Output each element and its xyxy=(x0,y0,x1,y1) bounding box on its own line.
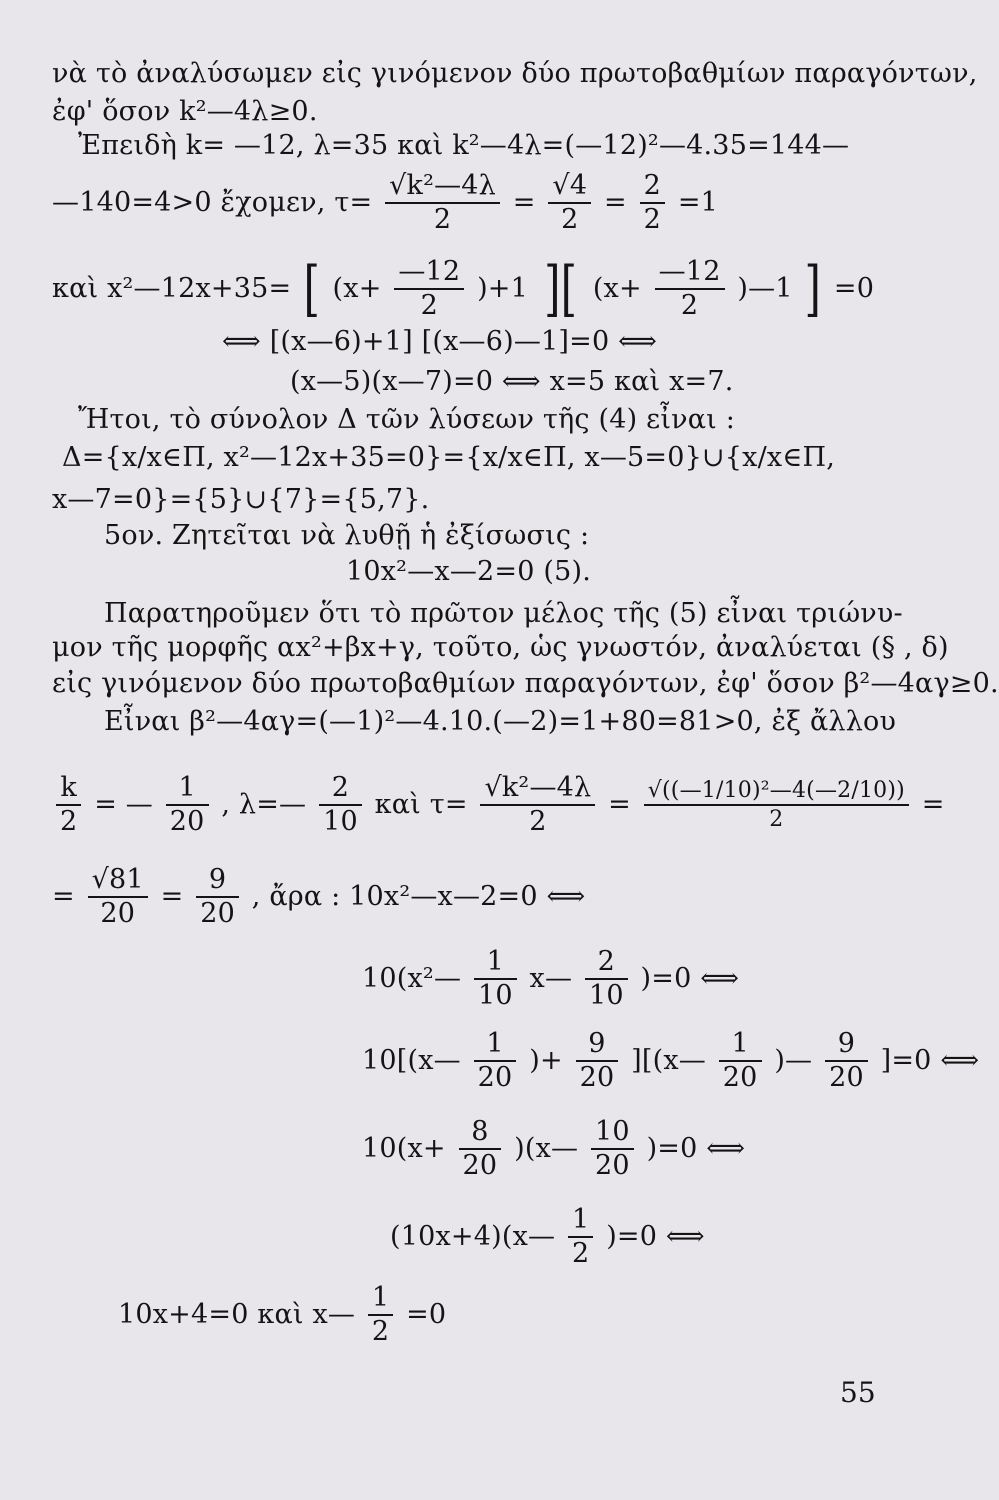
text-line: Δ={x/x∈Π, x²—12x+35=0}={x/x∈Π, x—5=0}∪{x/x∈Π, xyxy=(62,442,836,473)
text-line: Εἶναι β²—4αγ=(—1)²—4.10.(—2)=1+80=81>0, ἐξ ἄλλου xyxy=(104,706,897,737)
text-line: x—7=0}={5}∪{7}={5,7}. xyxy=(52,484,430,515)
text-line: Ἤτοι, τὸ σύνολον Δ τῶν λύσεων τῆς (4) εἶναι : xyxy=(78,404,736,435)
equation-line: καὶ x²—12x+35= [ (x+ $\frac{—12}{2}$ )+1 ][ (x+ $\frac{—12}{2}$ )—1 ] =0 xyxy=(52,254,875,325)
equation-line: = $\frac{√81}{20}$ = $\frac{9}{20}$ , ἄρα : 10x²—x—2=0 ⟺ xyxy=(52,864,586,930)
fraction: $\frac{2}{2}$ xyxy=(640,172,665,235)
page-number: 55 xyxy=(840,1376,876,1409)
text-line: Παρατηροῦμεν ὅτι τὸ πρῶτον μέλος τῆς (5) εἶναι τριώνυ- xyxy=(104,598,903,629)
fraction: $\frac{9}{20}$ xyxy=(825,1030,868,1093)
fraction: $\frac{2}{10}$ xyxy=(585,948,628,1011)
fraction: $\frac{\text{√((—1/10)²—4(—2/10))}}{2}$ xyxy=(644,779,909,831)
fraction: $\frac{1}{20}$ xyxy=(474,1030,517,1093)
equation-line: $\frac{k}{2}$ = — $\frac{1}{20}$ , λ=— $\frac{2}{10}$ καὶ τ= $\frac{\text{√k²—4λ}}{2}$ = $\frac{\text{√((—1/10)²—4(—2/10))}}{2}$ = xyxy=(52,774,945,837)
fraction: $\frac{1}{20}$ xyxy=(166,774,209,837)
fraction: $\frac{9}{20}$ xyxy=(196,866,239,929)
fraction: $\frac{\text{√k²—4λ}}{2}$ xyxy=(480,774,595,837)
text-line: μον τῆς μορφῆς αx²+βx+γ, τοῦτο, ὡς γνωστόν, ἀναλύεται (§ , δ) xyxy=(52,632,949,663)
fraction: $\frac{8}{20}$ xyxy=(459,1118,502,1181)
equation-line: 10(x+ $\frac{8}{20}$ )(x— $\frac{10}{20}$ )=0 ⟺ xyxy=(362,1116,746,1182)
fraction: $\frac{2}{10}$ xyxy=(319,774,362,837)
equation-line: 10x²—x—2=0 (5). xyxy=(346,556,592,587)
equation-line: ⟺ [(x—6)+1] [(x—6)—1]=0 ⟺ xyxy=(222,326,658,357)
fraction: $\frac{\text{√k²—4λ}}{2}$ xyxy=(385,172,500,235)
fraction: $\frac{—12}{2}$ xyxy=(394,258,464,321)
equation-line: 10[(x— $\frac{1}{20}$ )+ $\frac{9}{20}$ ][(x— $\frac{1}{20}$ )— $\frac{9}{20}$ ]=0 ⟺ xyxy=(362,1028,980,1094)
fraction: $\frac{1}{2}$ xyxy=(368,1284,393,1347)
text-line: νὰ τὸ ἀναλύσωμεν εἰς γινόμενον δύο πρωτοβαθμίων παραγόντων, xyxy=(52,58,978,89)
fraction: $\frac{1}{2}$ xyxy=(568,1206,593,1269)
fraction: $\frac{1}{20}$ xyxy=(719,1030,762,1093)
text-line: Ἐπειδὴ k= —12, λ=35 καὶ k²—4λ=(—12)²—4.35=144— xyxy=(78,130,850,161)
equation-line: (x—5)(x—7)=0 ⟺ x=5 καὶ x=7. xyxy=(290,366,734,397)
fraction: $\frac{1}{10}$ xyxy=(474,948,517,1011)
fraction: $\frac{—12}{2}$ xyxy=(655,258,725,321)
section-heading: 5ον. Ζητεῖται νὰ λυθῇ ἡ ἐξίσωσις : xyxy=(104,520,590,551)
equation-line: 10(x²— $\frac{1}{10}$ x— $\frac{2}{10}$ )=0 ⟺ xyxy=(362,946,740,1012)
equation-line: —140=4>0 ἔχομεν, τ= $\frac{\text{√k²—4λ}}{2}$ = $\frac{√4}{2}$ = $\frac{2}{2}$ =1 xyxy=(52,170,719,236)
text-line: εἰς γινόμενον δύο πρωτοβαθμίων παραγόντων, ἐφ' ὅσον β²—4αγ≥0. xyxy=(52,668,999,699)
fraction: $\frac{k}{2}$ xyxy=(56,774,81,837)
fraction: $\frac{√4}{2}$ xyxy=(548,172,591,235)
fraction: $\frac{10}{20}$ xyxy=(591,1118,634,1181)
fraction: $\frac{√81}{20}$ xyxy=(88,866,148,929)
equation-line: (10x+4)(x— $\frac{1}{2}$ )=0 ⟺ xyxy=(390,1204,705,1270)
equation-line: 10x+4=0 καὶ x— $\frac{1}{2}$ =0 xyxy=(118,1282,447,1348)
text-line: ἐφ' ὅσον k²—4λ≥0. xyxy=(52,96,318,127)
fraction: $\frac{9}{20}$ xyxy=(576,1030,619,1093)
